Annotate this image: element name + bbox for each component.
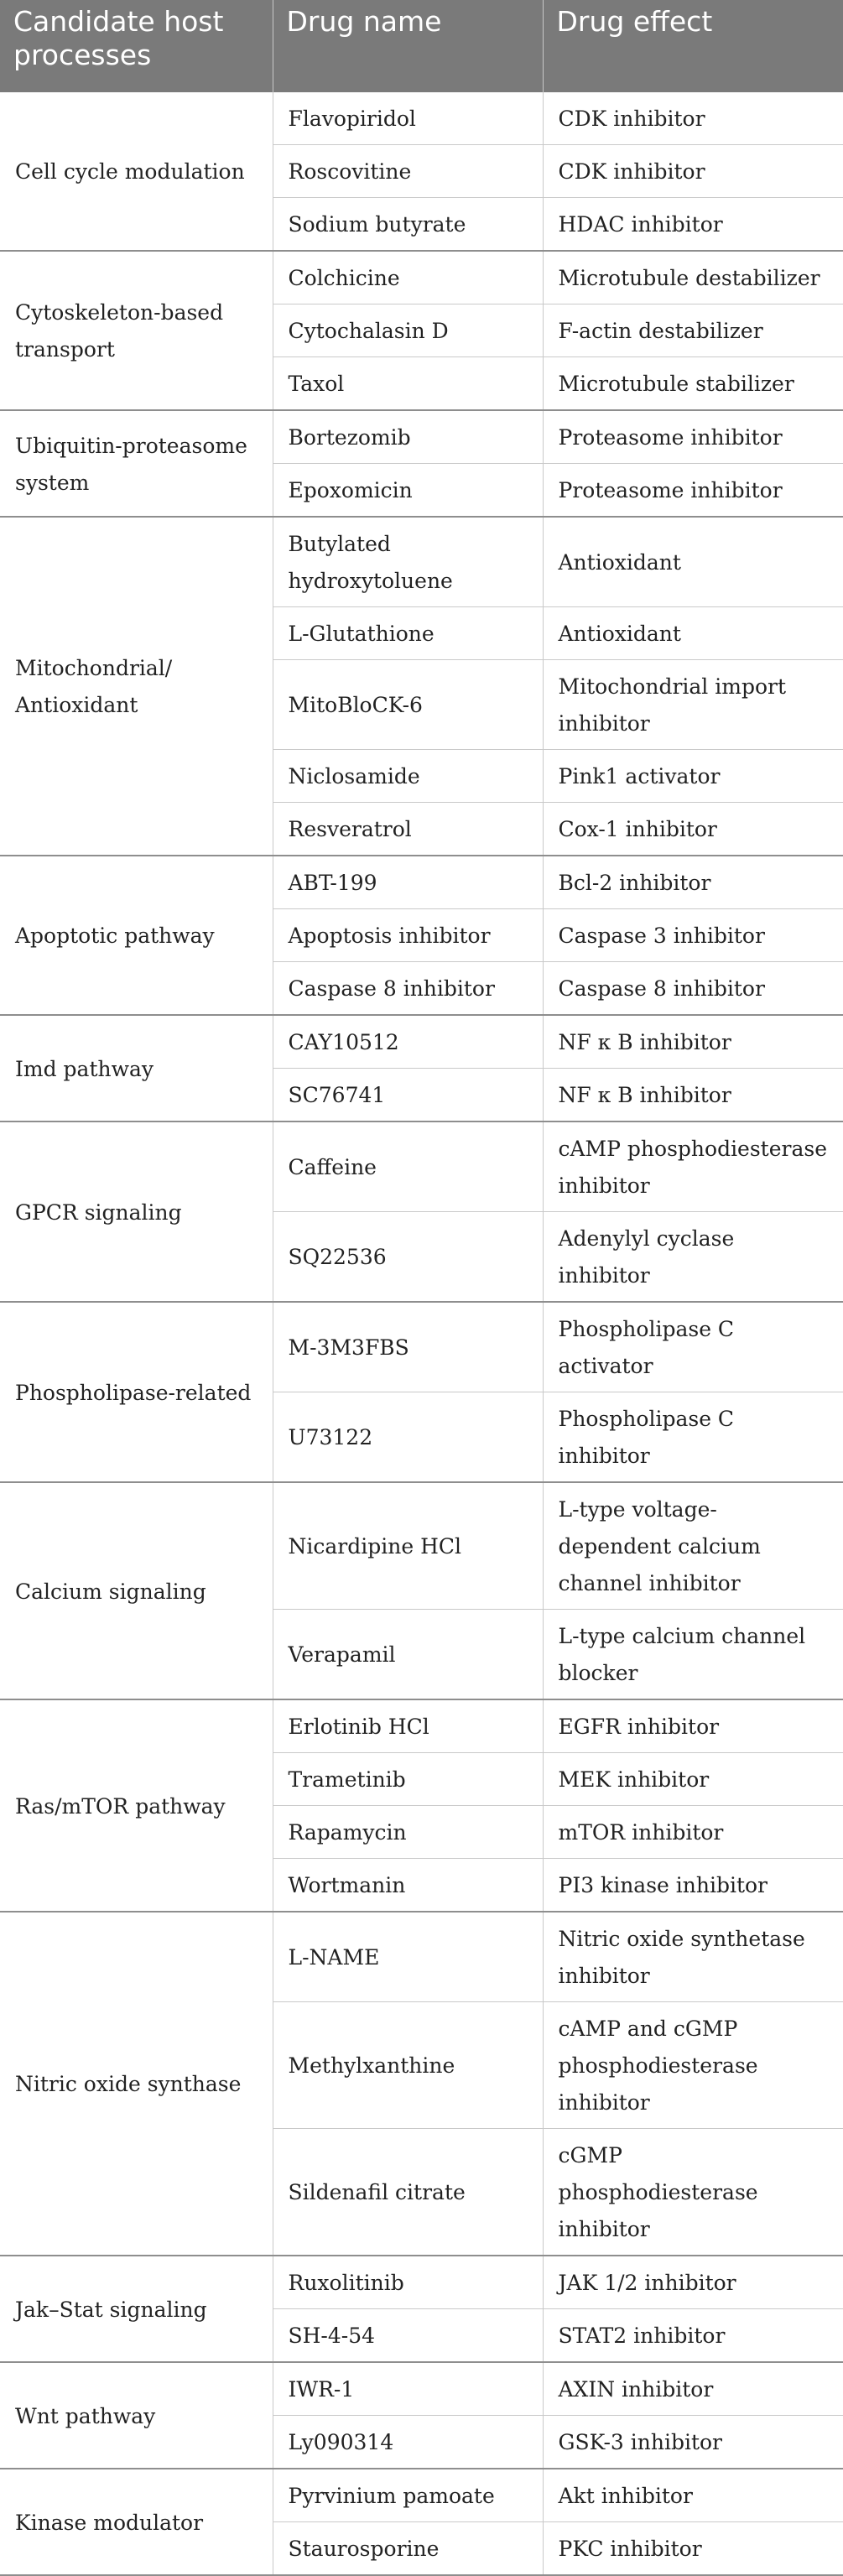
process-cell: Calcium signaling: [0, 1482, 273, 1699]
table-row: [0, 1482, 843, 1610]
drug-name-cell: SQ22536: [273, 1212, 543, 1303]
table-row: [0, 2469, 843, 2522]
drug-effect-cell: JAK 1/2 inhibitor: [543, 2256, 843, 2309]
drug-effect-cell: HDAC inhibitor: [543, 198, 843, 252]
drug-effect-cell: F-actin destabilizer: [543, 304, 843, 357]
drug-name-cell: Bortezomib: [273, 410, 543, 464]
drug-effect-cell: L-type voltage-dependent calcium channel inhibitor: [543, 1482, 843, 1610]
drug-name-cell: Butylated hydroxytoluene: [273, 517, 543, 607]
drug-effect-cell: mTOR inhibitor: [543, 1806, 843, 1859]
drug-name-cell: Colchicine: [273, 251, 543, 304]
header-row: [0, 0, 843, 92]
drug-name-cell: Taxol: [273, 357, 543, 411]
drug-effect-cell: Caspase 8 inhibitor: [543, 962, 843, 1016]
drug-name-cell: L-NAME: [273, 1912, 543, 2002]
drug-name-cell: SH-4-54: [273, 2309, 543, 2363]
process-cell: Jak–Stat signaling: [0, 2256, 273, 2362]
drug-effect-cell: Phospholipase C activator: [543, 1302, 843, 1392]
drug-name-cell: Caffeine: [273, 1121, 543, 1212]
drug-name-cell: Rapamycin: [273, 1806, 543, 1859]
process-cell: Wnt pathway: [0, 2362, 273, 2469]
table-row: [0, 1699, 843, 1753]
header-drug-name: Drug name: [273, 0, 543, 92]
drug-name-cell: Wortmanin: [273, 1859, 543, 1912]
drug-effect-cell: CDK inhibitor: [543, 92, 843, 145]
drug-effect-cell: STAT2 inhibitor: [543, 2309, 843, 2363]
drug-name-cell: Methylxanthine: [273, 2002, 543, 2129]
table-row: [0, 856, 843, 909]
drug-name-cell: Staurosporine: [273, 2522, 543, 2576]
drug-name-cell: Sodium butyrate: [273, 198, 543, 252]
drug-effect-cell: NF κ B inhibitor: [543, 1015, 843, 1069]
drug-name-cell: Roscovitine: [273, 145, 543, 198]
drug-effect-cell: MEK inhibitor: [543, 1753, 843, 1806]
table-row: [0, 1015, 843, 1069]
drug-name-cell: Ly090314: [273, 2416, 543, 2469]
drug-name-cell: Flavopiridol: [273, 92, 543, 145]
drug-name-cell: Resveratrol: [273, 803, 543, 856]
table-row: [0, 517, 843, 607]
table-row: [0, 1302, 843, 1392]
drug-name-cell: Sildenafil citrate: [273, 2129, 543, 2256]
drug-name-cell: SC76741: [273, 1069, 543, 1122]
table-row: [0, 1912, 843, 2002]
drug-name-cell: Epoxomicin: [273, 464, 543, 518]
table-header: [0, 0, 843, 92]
header-candidate-host-processes: Candidate host processes: [0, 0, 273, 92]
process-cell: Nitric oxide synthase: [0, 1912, 273, 2256]
process-cell: Cytoskeleton-based transport: [0, 251, 273, 410]
table-row: [0, 1121, 843, 1212]
drug-name-cell: CAY10512: [273, 1015, 543, 1069]
table-row: [0, 2362, 843, 2416]
drug-name-cell: Verapamil: [273, 1610, 543, 1700]
drug-effect-cell: Microtubule destabilizer: [543, 251, 843, 304]
drug-effect-cell: Phospholipase C inhibitor: [543, 1392, 843, 1483]
process-cell: Phospholipase-related: [0, 1302, 273, 1482]
drug-effect-cell: CDK inhibitor: [543, 145, 843, 198]
drug-effect-cell: Adenylyl cyclase inhibitor: [543, 1212, 843, 1303]
drug-effect-cell: AXIN inhibitor: [543, 2362, 843, 2416]
drug-name-cell: Nicardipine HCl: [273, 1482, 543, 1610]
drug-effect-cell: cAMP phosphodiesterase inhibitor: [543, 1121, 843, 1212]
drug-effect-cell: Akt inhibitor: [543, 2469, 843, 2522]
drug-name-cell: U73122: [273, 1392, 543, 1483]
drug-name-cell: Cytochalasin D: [273, 304, 543, 357]
table-row: [0, 2256, 843, 2309]
drug-name-cell: L-Glutathione: [273, 607, 543, 660]
header-drug-effect: Drug effect: [543, 0, 843, 92]
drug-effect-cell: EGFR inhibitor: [543, 1699, 843, 1753]
drug-effect-cell: L-type calcium channel blocker: [543, 1610, 843, 1700]
drug-effect-cell: PI3 kinase inhibitor: [543, 1859, 843, 1912]
drug-effect-cell: cAMP and cGMP phosphodiesterase inhibitor: [543, 2002, 843, 2129]
drug-name-cell: Erlotinib HCl: [273, 1699, 543, 1753]
drug-effect-cell: Proteasome inhibitor: [543, 464, 843, 518]
drug-effect-cell: cGMP phosphodiesterase inhibitor: [543, 2129, 843, 2256]
drug-name-cell: M-3M3FBS: [273, 1302, 543, 1392]
table-row: [0, 92, 843, 145]
drug-effect-cell: Proteasome inhibitor: [543, 410, 843, 464]
drug-effect-cell: Pink1 activator: [543, 750, 843, 803]
drug-effect-cell: Nitric oxide synthetase inhibitor: [543, 1912, 843, 2002]
drug-effect-cell: PKC inhibitor: [543, 2522, 843, 2576]
process-cell: Apoptotic pathway: [0, 856, 273, 1015]
drug-name-cell: IWR-1: [273, 2362, 543, 2416]
process-cell: GPCR signaling: [0, 1121, 273, 1302]
drug-effect-cell: Cox-1 inhibitor: [543, 803, 843, 856]
drug-name-cell: Trametinib: [273, 1753, 543, 1806]
drug-name-cell: ABT-199: [273, 856, 543, 909]
process-cell: Kinase modulator: [0, 2469, 273, 2575]
drug-name-cell: Pyrvinium pamoate: [273, 2469, 543, 2522]
drug-effect-cell: GSK-3 inhibitor: [543, 2416, 843, 2469]
drug-name-cell: Apoptosis inhibitor: [273, 909, 543, 962]
drug-name-cell: Ruxolitinib: [273, 2256, 543, 2309]
process-cell: Ras/mTOR pathway: [0, 1699, 273, 1912]
drug-name-cell: Niclosamide: [273, 750, 543, 803]
drug-effect-cell: Antioxidant: [543, 517, 843, 607]
process-cell: Mitochondrial/ Antioxidant: [0, 517, 273, 856]
drug-effect-cell: NF κ B inhibitor: [543, 1069, 843, 1122]
table-row: [0, 410, 843, 464]
drug-effect-cell: Caspase 3 inhibitor: [543, 909, 843, 962]
table-row: [0, 251, 843, 304]
drug-effect-cell: Bcl-2 inhibitor: [543, 856, 843, 909]
table-body: [0, 92, 843, 2575]
drug-effect-cell: Antioxidant: [543, 607, 843, 660]
drug-name-cell: MitoBloCK-6: [273, 660, 543, 750]
drug-effect-cell: Mitochondrial import inhibitor: [543, 660, 843, 750]
drug-effect-cell: Microtubule stabilizer: [543, 357, 843, 411]
process-cell: Imd pathway: [0, 1015, 273, 1121]
process-cell: Ubiquitin-proteasome system: [0, 410, 273, 517]
drug-name-cell: Caspase 8 inhibitor: [273, 962, 543, 1016]
process-cell: Cell cycle modulation: [0, 92, 273, 251]
